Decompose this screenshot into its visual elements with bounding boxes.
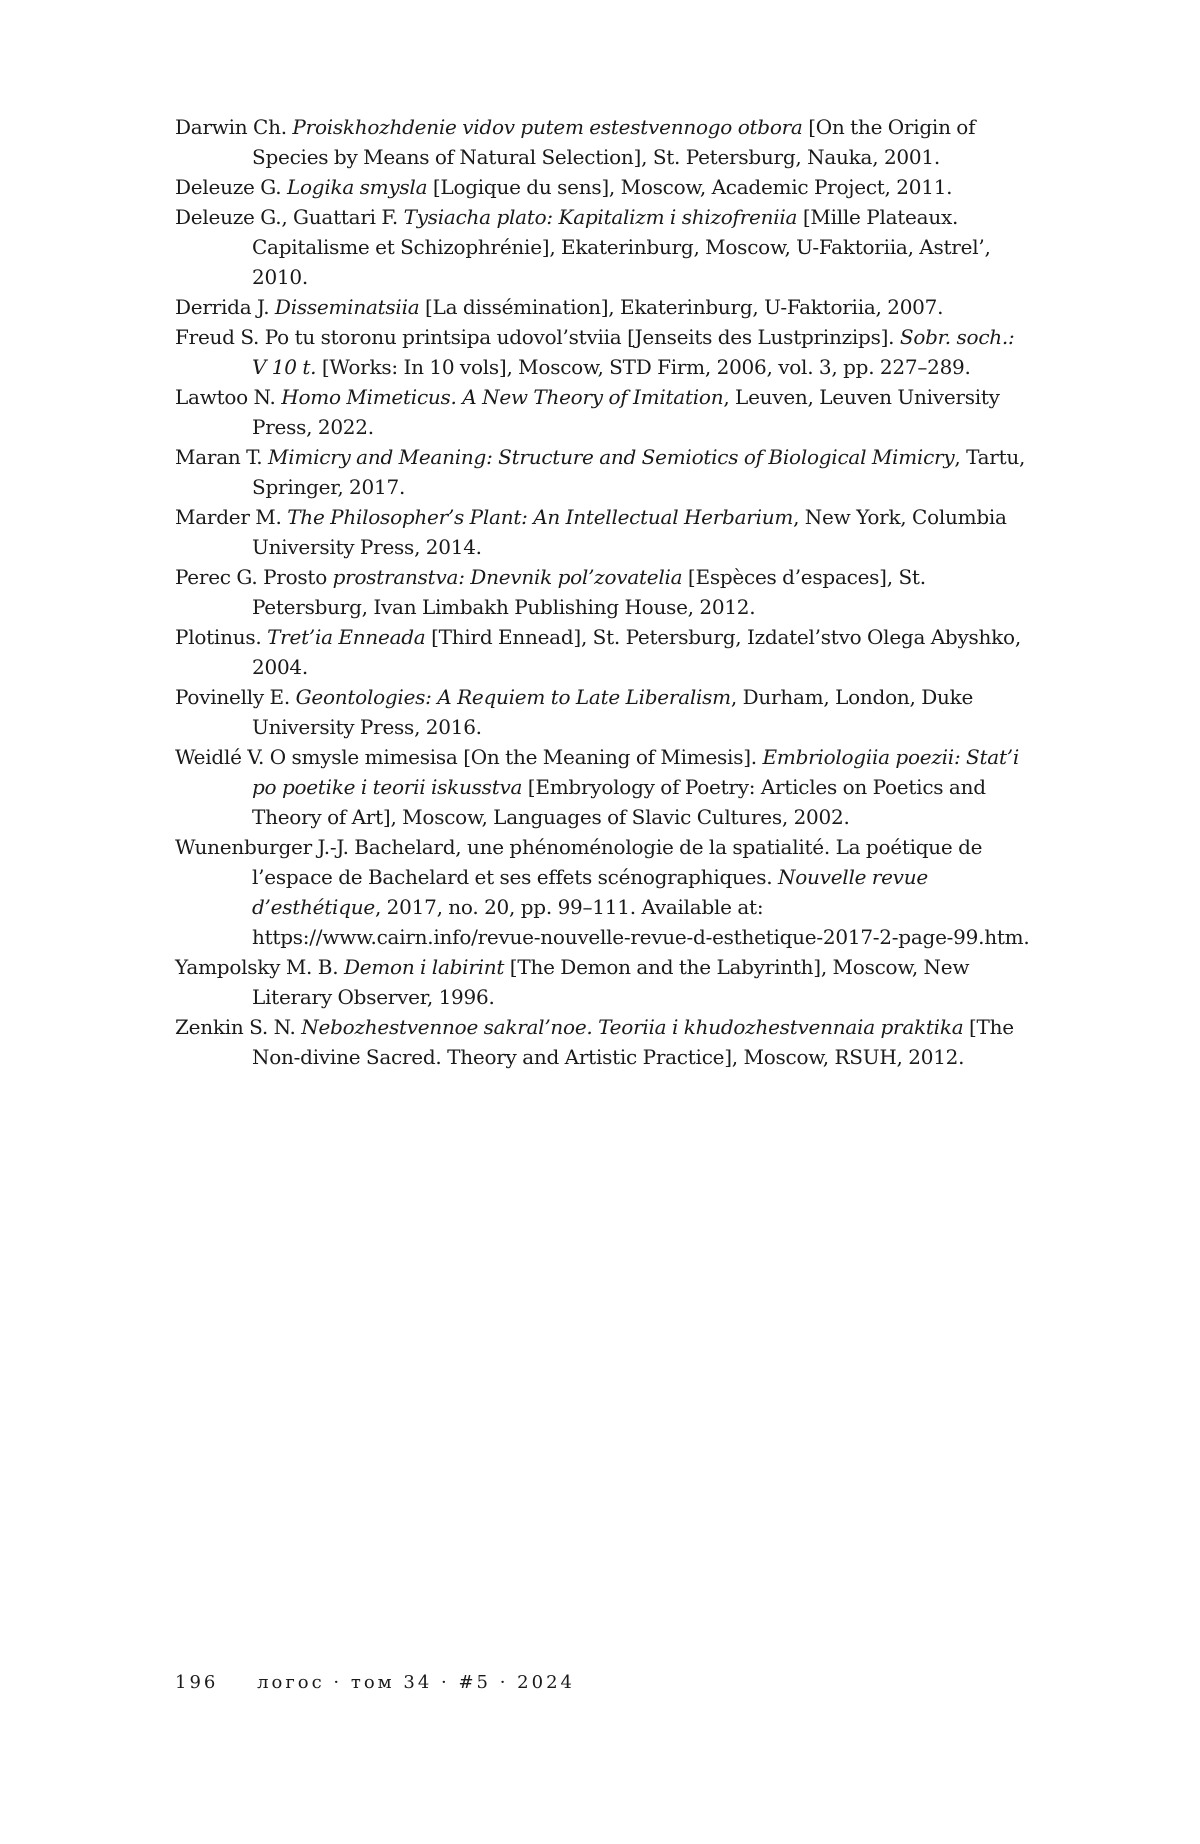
reference-text: , Leuven, Leuven University Press, 2022. bbox=[252, 385, 1000, 439]
reference-text: , Durham, London, Duke University Press, 2016. bbox=[252, 685, 974, 739]
reference-entry bbox=[175, 622, 1033, 682]
reference-entry bbox=[175, 292, 1033, 322]
reference-title: Tret’ia Enneada bbox=[267, 625, 426, 649]
reference-entry bbox=[175, 1012, 1033, 1072]
reference-title: Proiskhozhdenie vidov putem estestvennogo otbora bbox=[292, 115, 803, 139]
reference-text: [Espèces d’espaces], St. Petersburg, Ivan Limbakh Publishing House, 2012. bbox=[252, 565, 926, 619]
reference-list bbox=[175, 112, 1033, 1072]
reference-entry bbox=[175, 322, 1033, 382]
reference-title: Nouvelle revue d’esthétique bbox=[252, 865, 928, 919]
reference-text: [Logique du sens], Moscow, Academic Project, 2011. bbox=[427, 175, 953, 199]
reference-title: Embriologiia poezii: Stat’i po poetike i teorii iskusstva bbox=[252, 745, 1019, 799]
reference-title: Sobr. soch.: V 10 t. bbox=[252, 325, 1015, 379]
reference-title: prostranstva: Dnevnik pol’zovatelia bbox=[332, 565, 683, 589]
reference-text: Perec G. Prosto bbox=[175, 565, 333, 589]
reference-entry bbox=[175, 442, 1033, 502]
reference-title: Nebozhestvennoe sakral’noe. Teoriia i khudozhestvennaia praktika bbox=[301, 1015, 964, 1039]
reference-text: , Tartu, Springer, 2017. bbox=[252, 445, 1026, 499]
reference-entry bbox=[175, 562, 1033, 622]
reference-text: [Third Ennead], St. Petersburg, Izdatel’stvo Olega Abyshko, 2004. bbox=[252, 625, 1021, 679]
reference-entry bbox=[175, 682, 1033, 742]
reference-text: Deleuze G., Guattari F. bbox=[175, 205, 404, 229]
reference-entry bbox=[175, 742, 1033, 832]
reference-entry bbox=[175, 202, 1033, 292]
reference-text: Freud S. Po tu storonu printsipa udovol’stviia [Jenseits des Lustprinzips]. bbox=[175, 325, 900, 349]
reference-entry bbox=[175, 112, 1033, 172]
reference-text: Lawtoo N. bbox=[175, 385, 282, 409]
reference-title: Homo Mimeticus. A New Theory of Imitation bbox=[281, 385, 724, 409]
reference-text: Weidlé V. O smysle mimesisa [On the Meaning of Mimesis]. bbox=[175, 745, 763, 769]
reference-text: [The Non-divine Sacred. Theory and Artistic Practice], Moscow, RSUH, 2012. bbox=[252, 1015, 1014, 1069]
page-footer bbox=[175, 1672, 575, 1693]
reference-text: [The Demon and the Labyrinth], Moscow, New Literary Observer, 1996. bbox=[252, 955, 970, 1009]
reference-title: Geontologies: A Requiem to Late Liberalism bbox=[295, 685, 731, 709]
reference-title: The Philosopher’s Plant: An Intellectual Herbarium bbox=[287, 505, 794, 529]
reference-title: Disseminatsiia bbox=[274, 295, 420, 319]
reference-title: Logika smysla bbox=[286, 175, 428, 199]
reference-text: [Mille Plateaux. Capitalisme et Schizophrénie], Ekaterinburg, Moscow, U-Faktoriia, Astrel’, 2010. bbox=[252, 205, 991, 289]
reference-title: Tysiacha plato: Kapitalizm i shizofreniia bbox=[403, 205, 798, 229]
reference-text: [On the Origin of Species by Means of Natural Selection], St. Petersburg, Nauka, 2001. bbox=[252, 115, 976, 169]
reference-text: [Embryology of Poetry: Articles on Poetics and Theory of Art], Moscow, Languages of Slavic Cultures, 2002. bbox=[252, 775, 986, 829]
reference-entry bbox=[175, 382, 1033, 442]
reference-text: Marder M. bbox=[175, 505, 288, 529]
reference-title: Demon i labirint bbox=[343, 955, 505, 979]
reference-text: [La dissémination], Ekaterinburg, U-Faktoriia, 2007. bbox=[419, 295, 944, 319]
reference-text: Plotinus. bbox=[175, 625, 268, 649]
reference-text: Darwin Ch. bbox=[175, 115, 293, 139]
reference-text: Derrida J. bbox=[175, 295, 275, 319]
page-number: 196 bbox=[175, 1672, 219, 1693]
reference-text: , New York, Columbia University Press, 2014. bbox=[252, 505, 1007, 559]
reference-entry bbox=[175, 832, 1033, 952]
reference-text: Yampolsky M. B. bbox=[175, 955, 344, 979]
reference-text: Wunenburger J.-J. Bachelard, une phénoménologie de la spatialité. La poétique de l’espace de Bachelard et ses effets scénographiques. bbox=[175, 835, 983, 889]
journal-running-title: логос · том 34 · #5 · 2024 bbox=[257, 1672, 575, 1693]
reference-text: Deleuze G. bbox=[175, 175, 287, 199]
reference-title: Mimicry and Meaning: Structure and Semiotics of Biological Mimicry bbox=[268, 445, 955, 469]
reference-entry bbox=[175, 502, 1033, 562]
reference-text: Povinelly E. bbox=[175, 685, 296, 709]
reference-text: , 2017, no. 20, pp. 99–111. Available at: https://www.cairn.info/revue-nouvelle-revue-d-esthetique-2017-2-page-99.htm. bbox=[252, 895, 1030, 949]
reference-entry bbox=[175, 952, 1033, 1012]
reference-text: [Works: In 10 vols], Moscow, STD Firm, 2006, vol. 3, pp. 227–289. bbox=[316, 355, 971, 379]
reference-text: Zenkin S. N. bbox=[175, 1015, 302, 1039]
reference-text: Maran T. bbox=[175, 445, 268, 469]
reference-entry bbox=[175, 172, 1033, 202]
